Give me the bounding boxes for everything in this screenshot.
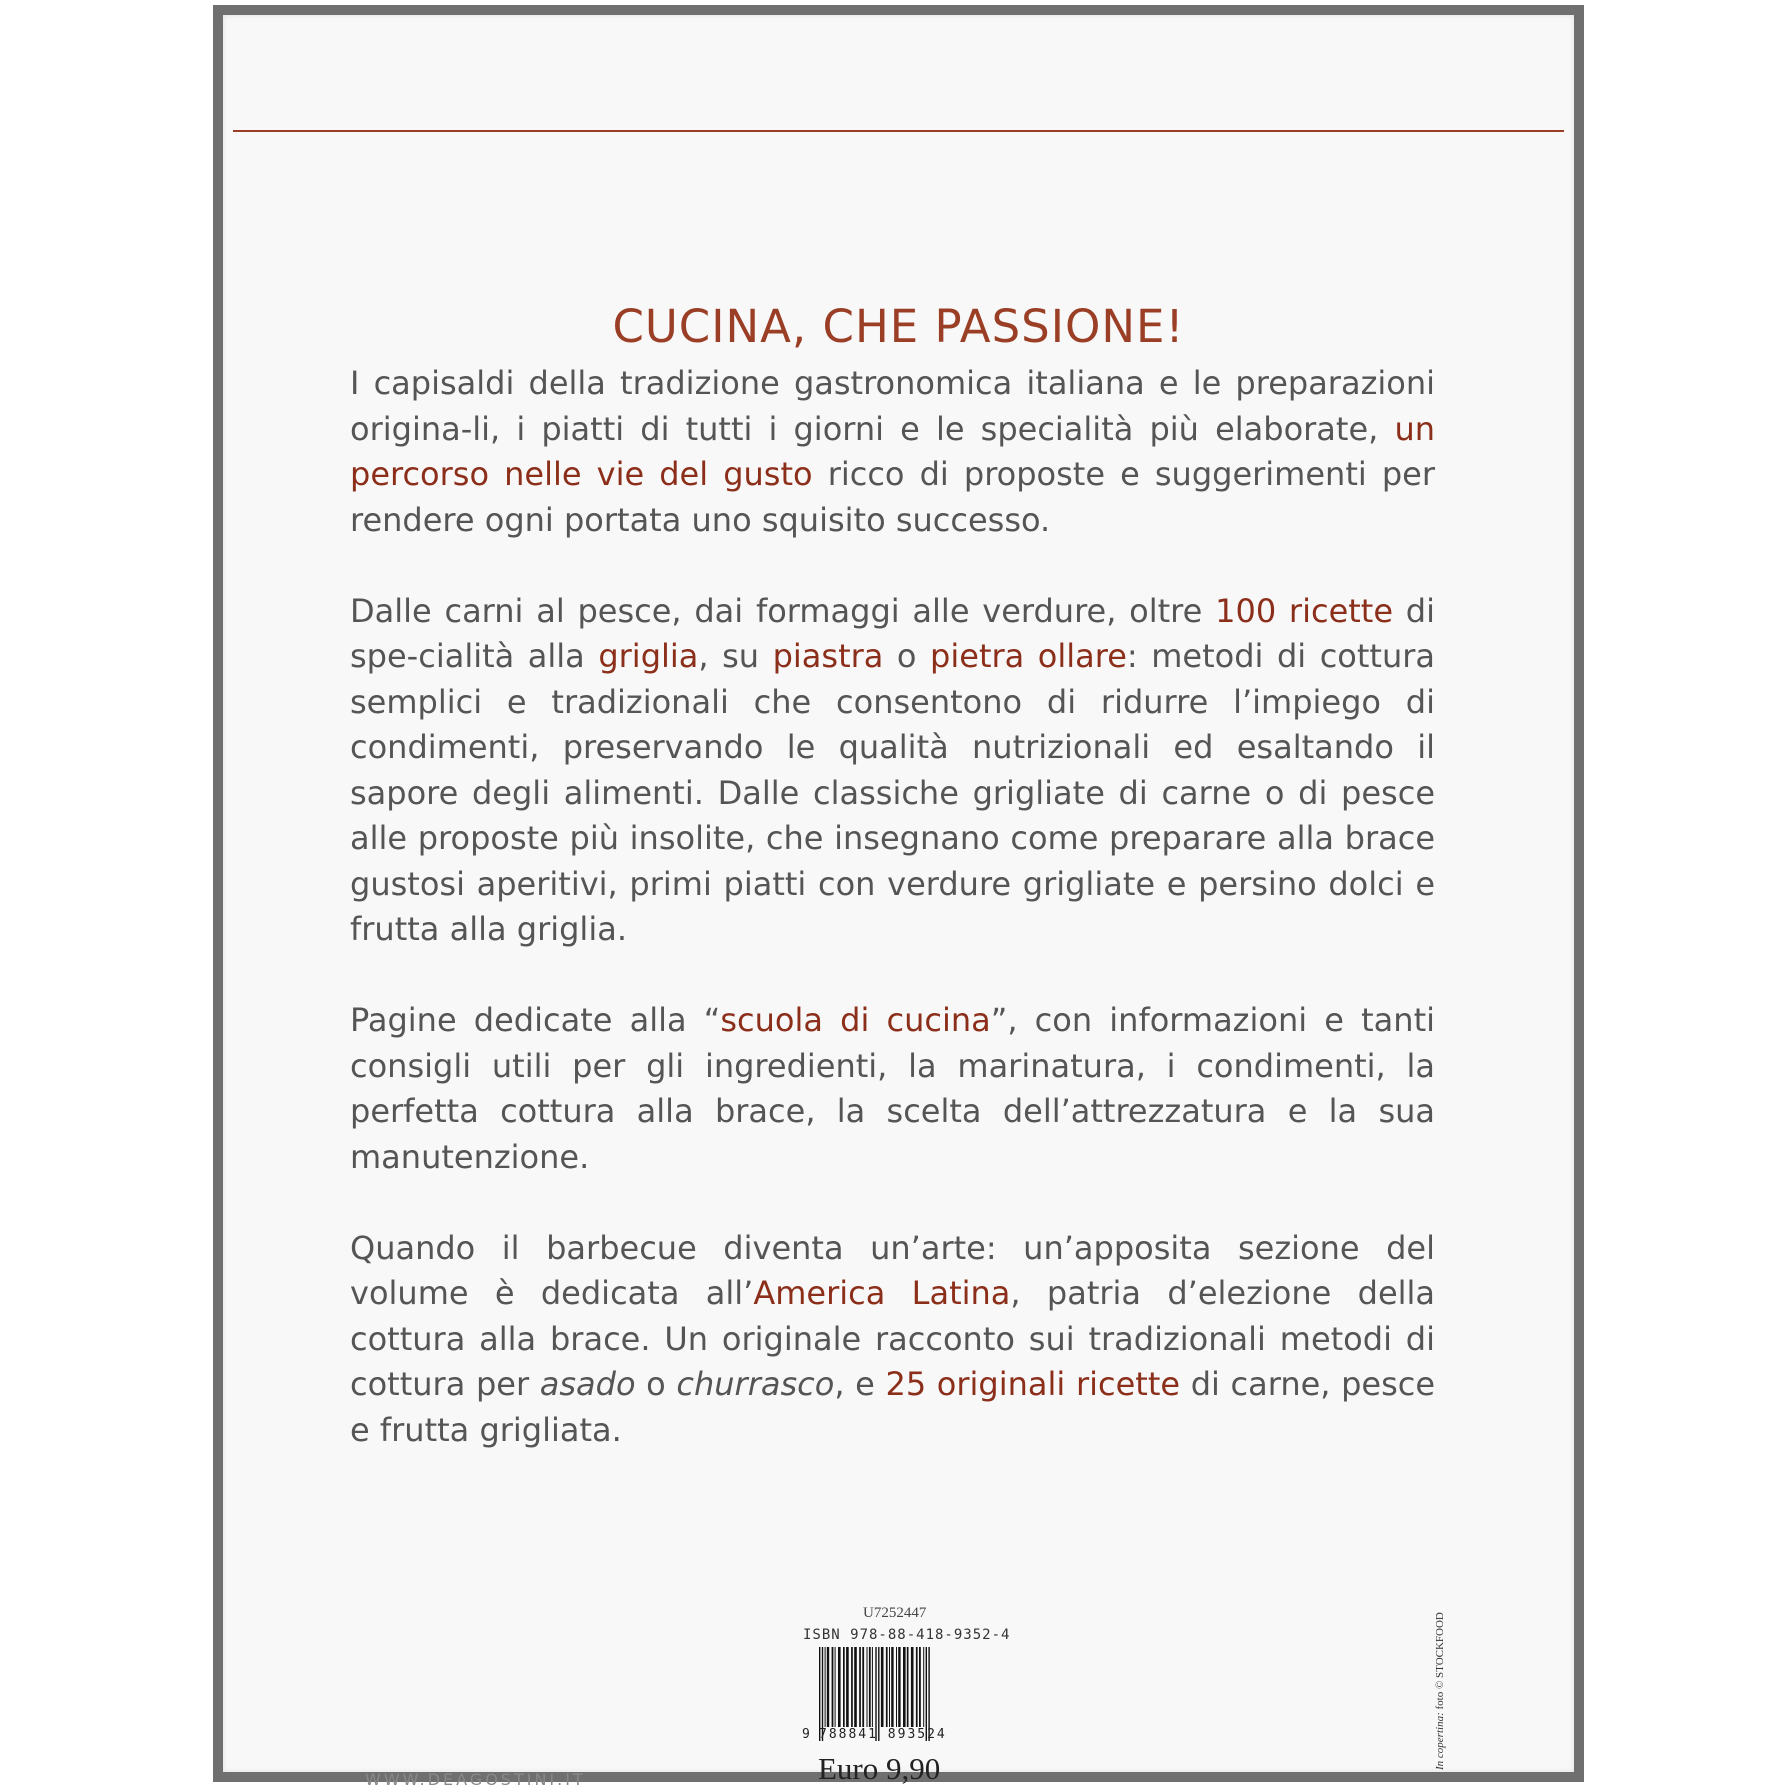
barcode-bar (907, 1647, 909, 1727)
barcode-bar (854, 1647, 857, 1727)
highlighted-text: piastra (772, 637, 884, 675)
barcode-bar (869, 1647, 871, 1727)
highlighted-text: 100 ricette (1215, 591, 1394, 630)
highlighted-text: griglia (598, 637, 699, 675)
blurb-paragraph (350, 1226, 1435, 1454)
barcode-bar (872, 1647, 873, 1727)
highlighted-text: pietra ollare (930, 637, 1127, 675)
text-run: di spe-cialità alla (350, 591, 1436, 675)
italic-text: churrasco (676, 1365, 835, 1403)
text-run: ricco di proposte e suggerimenti per rendere ogni portata uno squisito successo. (350, 455, 1436, 539)
blurb-paragraph (350, 998, 1435, 1180)
blurb-paragraph (350, 361, 1435, 543)
barcode-bar (835, 1647, 836, 1727)
ean-digits: 788841 893524 (819, 1727, 947, 1742)
price-label: Euro 9,90 (818, 1751, 941, 1786)
book-back-cover (213, 5, 1584, 1789)
top-rule (233, 130, 1564, 132)
barcode-bar (827, 1647, 829, 1727)
photo-credit (1434, 1612, 1446, 1770)
barcode-bar (889, 1647, 890, 1727)
text-run: , e (834, 1365, 886, 1403)
text-run: ”, con informazioni e tanti consigli utili per gli ingredienti, la marinatura, i condimenti, la perfetta cottura alla brace, la scelta dell’attrezzatura e la sua manutenzione. (350, 1001, 1436, 1176)
text-run: : metodi di cottura semplici e tradizionali che consentono di ridurre l’impiego di condimenti, preservando le qualità nutrizionali ed esaltando il sapore degli alimenti. Dalle classiche grigliate di carne o di pesce alle proposte più insolite, che insegnano come preparare alla brace gustosi aperitivi, primi piatti con verdure grigliate e persino dolci e frutta alla griglia. (350, 637, 1436, 948)
barcode-bar (923, 1647, 924, 1727)
barcode-bar (843, 1647, 845, 1727)
text-run: o (883, 637, 931, 675)
text-run: Quando il barbecue diventa un’arte: un’apposita sezione del volume è dedicata all’ (350, 1228, 1435, 1312)
product-code: U7252447 (863, 1605, 927, 1621)
barcode-bar (886, 1647, 888, 1727)
barcode-bar (851, 1647, 853, 1727)
barcode-bar (916, 1647, 918, 1727)
barcode-bar (859, 1647, 861, 1727)
blurb-paragraph (350, 589, 1435, 953)
isbn-label: ISBN 978-88-418-9352-4 (803, 1627, 1011, 1643)
ean-first-digit: 9 (802, 1727, 810, 1742)
text-run: di carne, pesce e frutta grigliata. (350, 1365, 1436, 1449)
blurb (350, 361, 1435, 1499)
website-url: WWW.DEAGOSTINI.IT (365, 1770, 586, 1789)
cover-title: CUCINA, CHE PASSIONE! (612, 300, 1185, 354)
highlighted-text: scuola di cucina (720, 1001, 991, 1039)
text-run: , patria d’elezione della cottura alla brace. Un originale racconto sui tradizionali metodi di cottura per (350, 1274, 1436, 1403)
photo-credit-tail: foto © STOCKFOOD (1434, 1612, 1446, 1713)
barcode-bar (891, 1647, 893, 1727)
photo-credit-lead: In copertina: (1434, 1712, 1446, 1770)
italic-text: asado (539, 1365, 636, 1403)
text-run: Pagine dedicate alla “ (350, 1001, 721, 1039)
barcode-bar (838, 1647, 841, 1727)
barcode-bar (881, 1647, 884, 1727)
barcode-bar (911, 1647, 914, 1727)
barcode-bar (862, 1647, 864, 1727)
highlighted-text: 25 originali ricette (885, 1365, 1181, 1403)
highlighted-text: un percorso nelle vie del gusto (350, 409, 1435, 493)
barcode-bar (919, 1647, 921, 1727)
text-run: Dalle carni al pesce, dai formaggi alle verdure, oltre (350, 591, 1216, 630)
barcode-bar (867, 1647, 868, 1727)
barcode-bar (832, 1647, 834, 1727)
highlighted-text: America Latina (753, 1274, 1011, 1312)
barcode-bar (903, 1647, 906, 1727)
text-run: o (635, 1365, 677, 1403)
barcode-bar (898, 1647, 900, 1727)
barcode-bar (825, 1647, 826, 1727)
barcode-bar (846, 1647, 849, 1727)
text-run: I capisaldi della tradizione gastronomica italiana e le preparazioni origina-li, i piatti di tutti i giorni e le specialità più elaborate, (350, 364, 1435, 448)
text-run: , su (698, 637, 773, 675)
barcode-bar (896, 1647, 897, 1727)
